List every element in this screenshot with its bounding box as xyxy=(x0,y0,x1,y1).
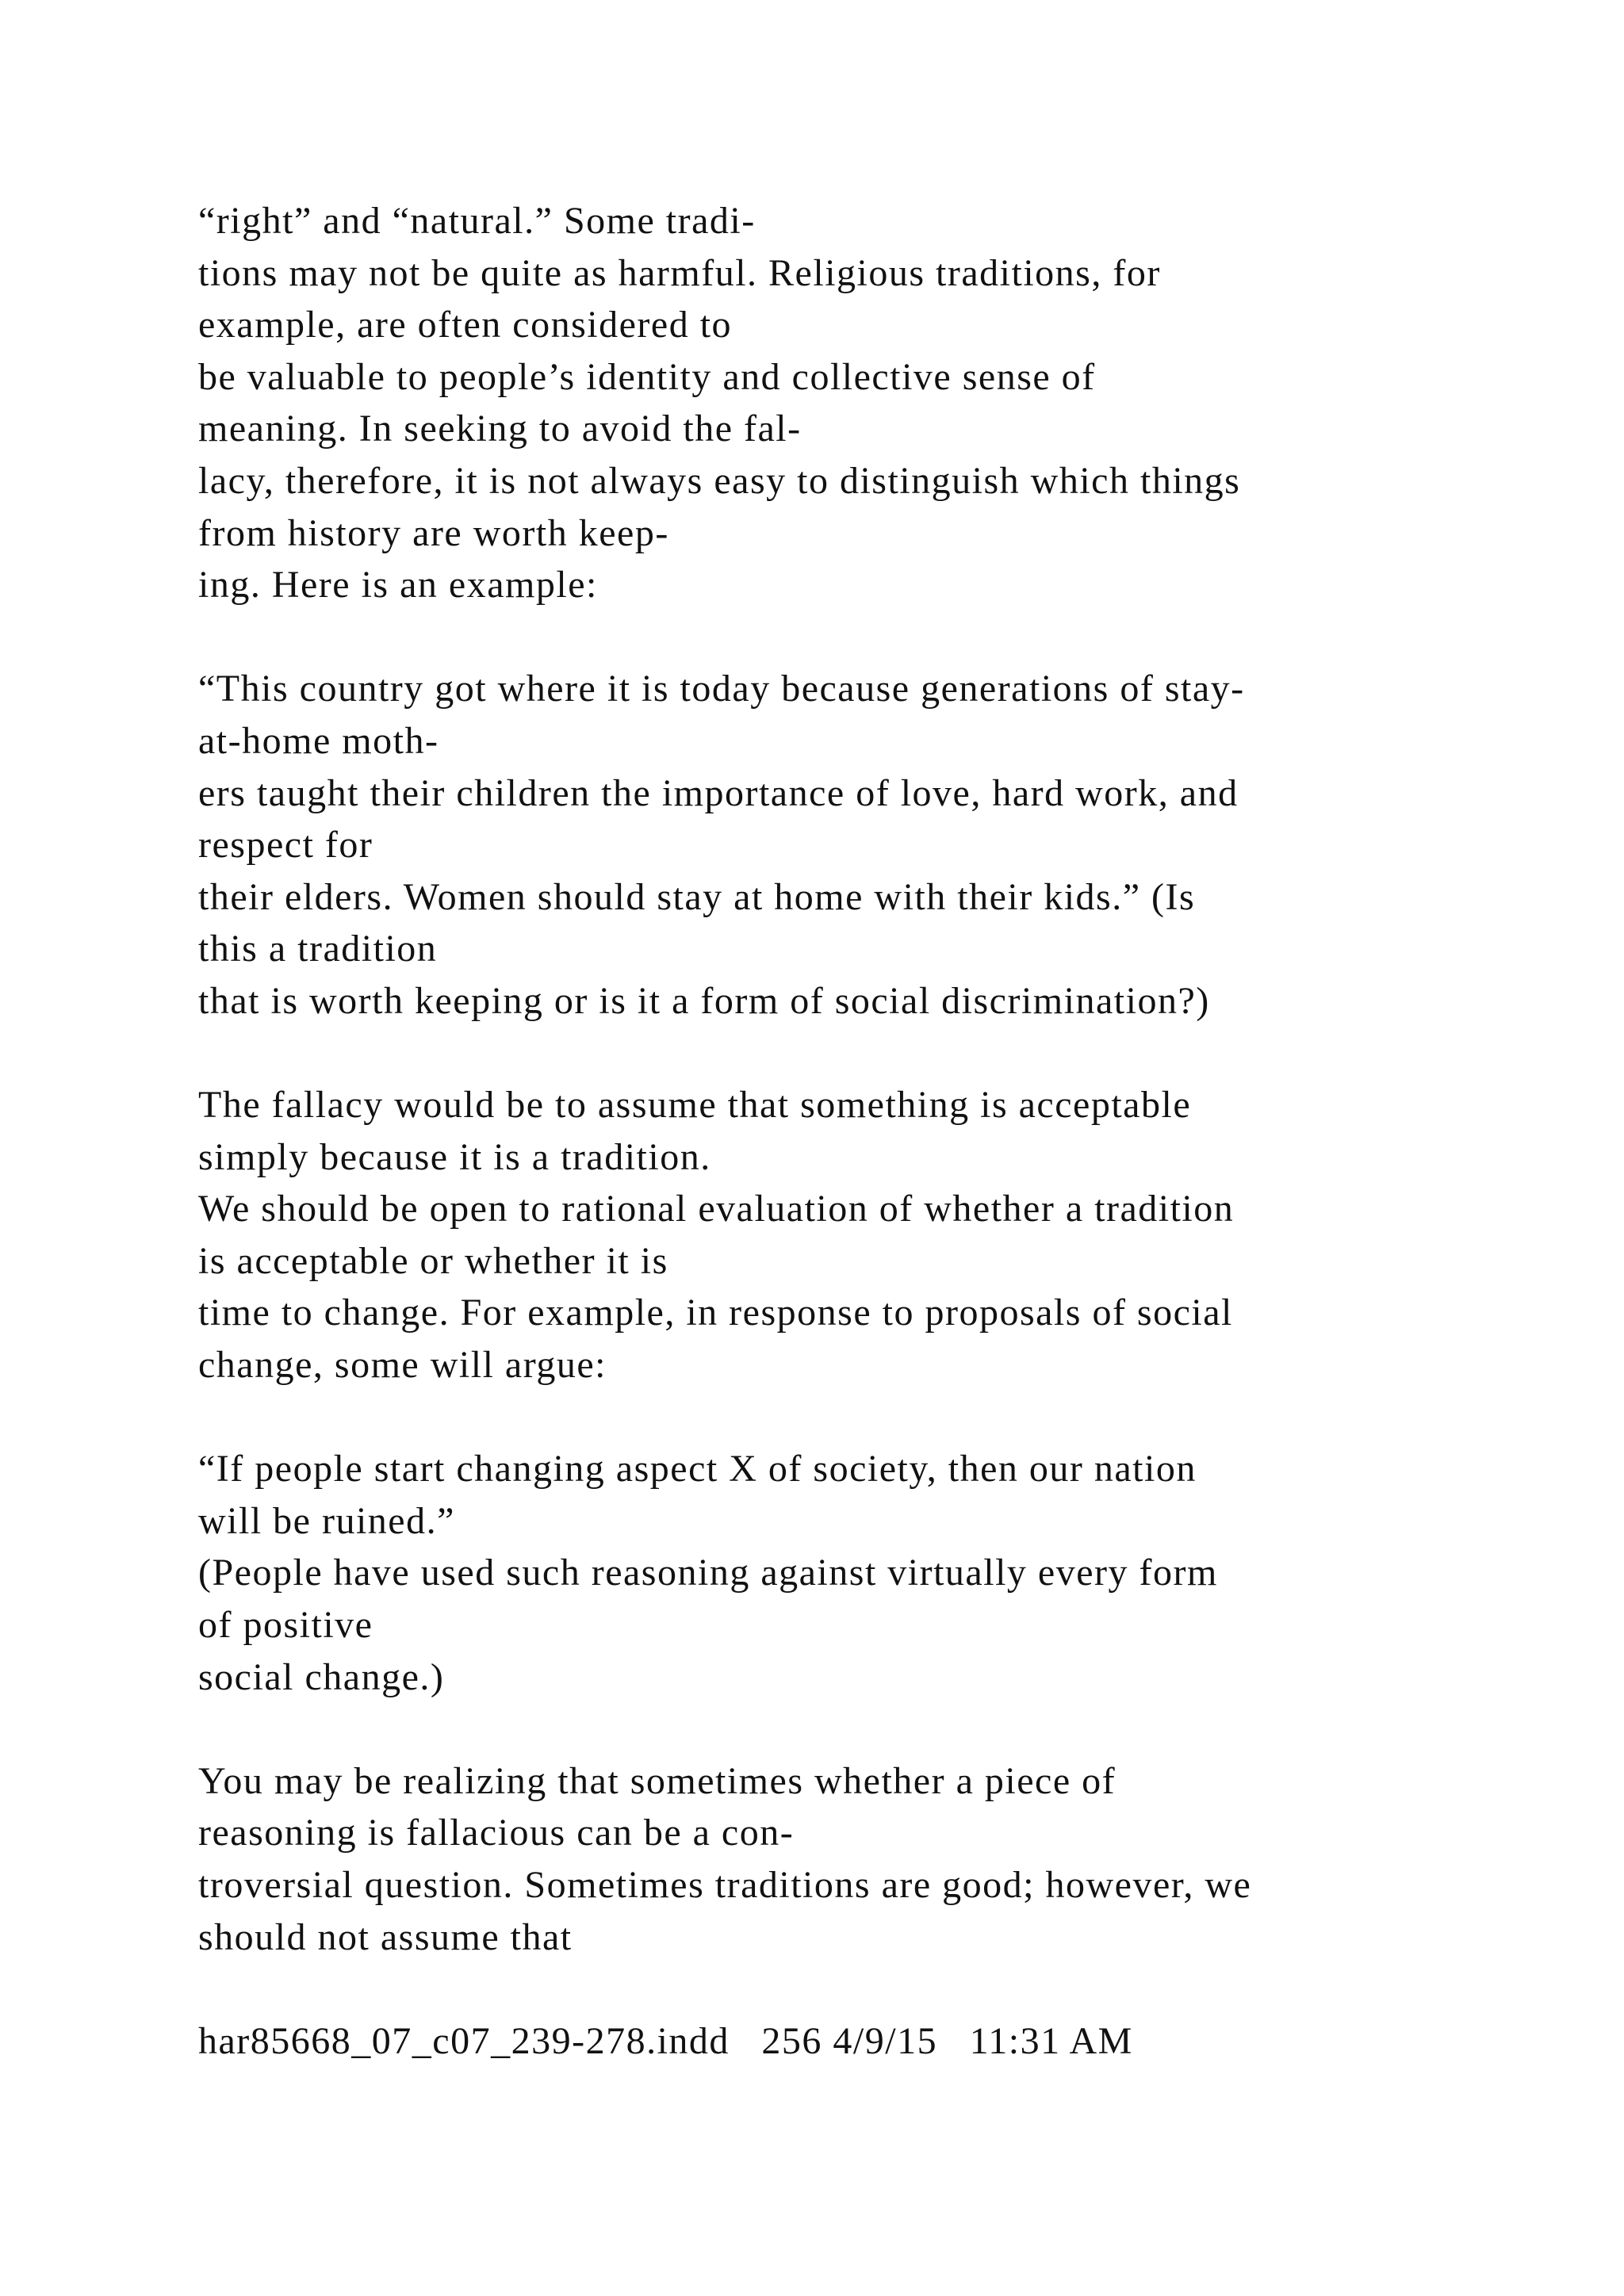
text-line: should not assume that xyxy=(198,1915,573,1958)
text-line: “This country got where it is today because generations of stay- xyxy=(198,668,1245,710)
text-line: time to change. For example, in response to proposals of social xyxy=(198,1292,1233,1334)
text-line: lacy, therefore, it is not always easy to distinguish which things xyxy=(198,459,1241,502)
document-text xyxy=(198,195,1578,2067)
text-line: social change.) xyxy=(198,1655,445,1698)
blank-line xyxy=(198,1391,1578,1444)
text-line: meaning. In seeking to avoid the fal- xyxy=(198,408,802,450)
text-line: example, are often considered to xyxy=(198,304,733,346)
blank-line xyxy=(198,611,1578,664)
text-line: is acceptable or whether it is xyxy=(198,1239,668,1282)
text-line: at-home moth- xyxy=(198,719,439,762)
blank-line xyxy=(198,1027,1578,1080)
text-line: be valuable to people’s identity and collective sense of xyxy=(198,355,1096,398)
text-line: (People have used such reasoning against virtually every form xyxy=(198,1552,1218,1594)
text-line: “right” and “natural.” Some tradi- xyxy=(198,200,756,242)
text-line: this a tradition xyxy=(198,928,438,970)
text-line: ing. Here is an example: xyxy=(198,564,598,607)
text-line: respect for xyxy=(198,824,373,867)
text-line: troversial question. Sometimes traditions are good; however, we xyxy=(198,1864,1252,1906)
text-line: change, some will argue: xyxy=(198,1344,607,1387)
text-line: You may be realizing that sometimes whether a piece of xyxy=(198,1759,1116,1802)
text-line: of positive xyxy=(198,1604,373,1647)
text-line: The fallacy would be to assume that something is acceptable xyxy=(198,1084,1192,1127)
text-line: from history are worth keep- xyxy=(198,511,669,554)
text-line: ers taught their children the importance of love, hard work, and xyxy=(198,771,1239,814)
text-line: will be ruined.” xyxy=(198,1499,455,1542)
blank-line xyxy=(198,1703,1578,1755)
text-line: “If people start changing aspect X of society, then our nation xyxy=(198,1448,1197,1490)
text-line: simply because it is a tradition. xyxy=(198,1135,711,1178)
text-line: We should be open to rational evaluation of whether a tradition xyxy=(198,1188,1235,1230)
text-line: that is worth keeping or is it a form of social discrimination?) xyxy=(198,979,1210,1022)
text-line: their elders. Women should stay at home with their kids.” (Is xyxy=(198,875,1196,918)
blank-line xyxy=(198,1963,1578,2015)
text-line: reasoning is fallacious can be a con- xyxy=(198,1812,795,1854)
text-line: tions may not be quite as harmful. Religious traditions, for xyxy=(198,251,1161,294)
print-slug: har85668_07_c07_239-278.indd 256 4/9/15 11:31 AM xyxy=(198,2019,1133,2062)
